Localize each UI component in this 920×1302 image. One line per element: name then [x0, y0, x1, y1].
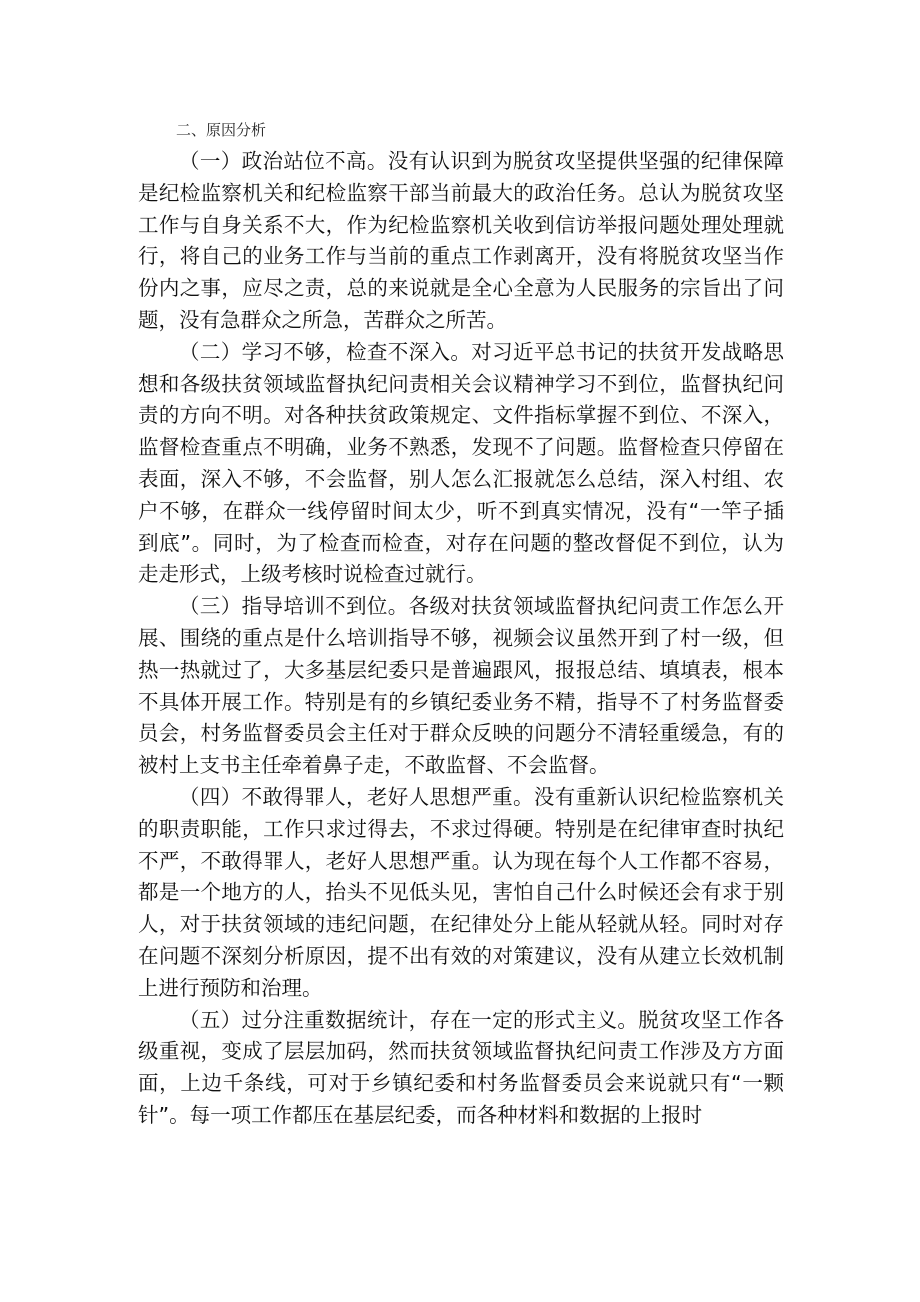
paragraph-data-statistics: （五）过分注重数据统计，存在一定的形式主义。脱贫攻坚工作各级重视，变成了层层加码，然而扶贫领域监督执纪问责工作涉及方方面面，上边千条线，可对于乡镇纪委和村务监督委员会来说就只有“一颗针”。每一项工作都压在基层纪委，而各种材料和数据的上报时 — [138, 1007, 784, 1127]
paragraph-afraid-to-offend: （四）不敢得罪人，老好人思想严重。没有重新认识纪检监察机关的职责职能，工作只求过得去，不求过得硬。特别是在纪律审查时执纪不严，不敢得罪人，老好人思想严重。认为现在每个人工作都不容易，都是一个地方的人，抬头不见低头见，害怕自己什么时候还会有求于别人，对于扶贫领域的违纪问题，在纪律处分上能从轻就从轻。同时对存在问题不深刻分析原因，提不出有效的对策建议，没有从建立长效机制上进行预防和治理。 — [138, 784, 784, 1000]
section-heading: 二、原因分析 — [176, 121, 267, 139]
document-body — [138, 146, 784, 1132]
paragraph-insufficient-study: （二）学习不够，检查不深入。对习近平总书记的扶贫开发战略思想和各级扶贫领域监督执纪问责相关会议精神学习不到位，监督执纪问责的方向不明。对各种扶贫政策规定、文件指标掌握不到位、不深入，监督检查重点不明确，业务不熟悉，发现不了问题。监督检查只停留在表面，深入不够，不会监督，别人怎么汇报就怎么总结，深入村组、农户不够，在群众一线停留时间太少，听不到真实情况，没有“一竿子插到底”。同时，为了检查而检查，对存在问题的整改督促不到位，认为走走形式，上级考核时说检查过就行。 — [138, 339, 784, 587]
paragraph-training-guidance: （三）指导培训不到位。各级对扶贫领域监督执纪问责工作怎么开展、围绕的重点是什么培训指导不够，视频会议虽然开到了村一级，但热一热就过了，大多基层纪委只是普遍跟风，报报总结、填填表，根本不具体开展工作。特别是有的乡镇纪委业务不精，指导不了村务监督委员会，村务监督委员会主任对于群众反映的问题分不清轻重缓急，有的被村上支书主任牵着鼻子走，不敢监督、不会监督。 — [138, 594, 784, 778]
paragraph-political-stance: （一）政治站位不高。没有认识到为脱贫攻坚提供坚强的纪律保障是纪检监察机关和纪检监察干部当前最大的政治任务。总认为脱贫攻坚工作与自身关系不大，作为纪检监察机关收到信访举报问题处理处理就行，将自己的业务工作与当前的重点工作剥离开，没有将脱贫攻坚当作份内之事，应尽之责，总的来说就是全心全意为人民服务的宗旨出了问题，没有急群众之所急，苦群众之所苦。 — [138, 149, 784, 332]
